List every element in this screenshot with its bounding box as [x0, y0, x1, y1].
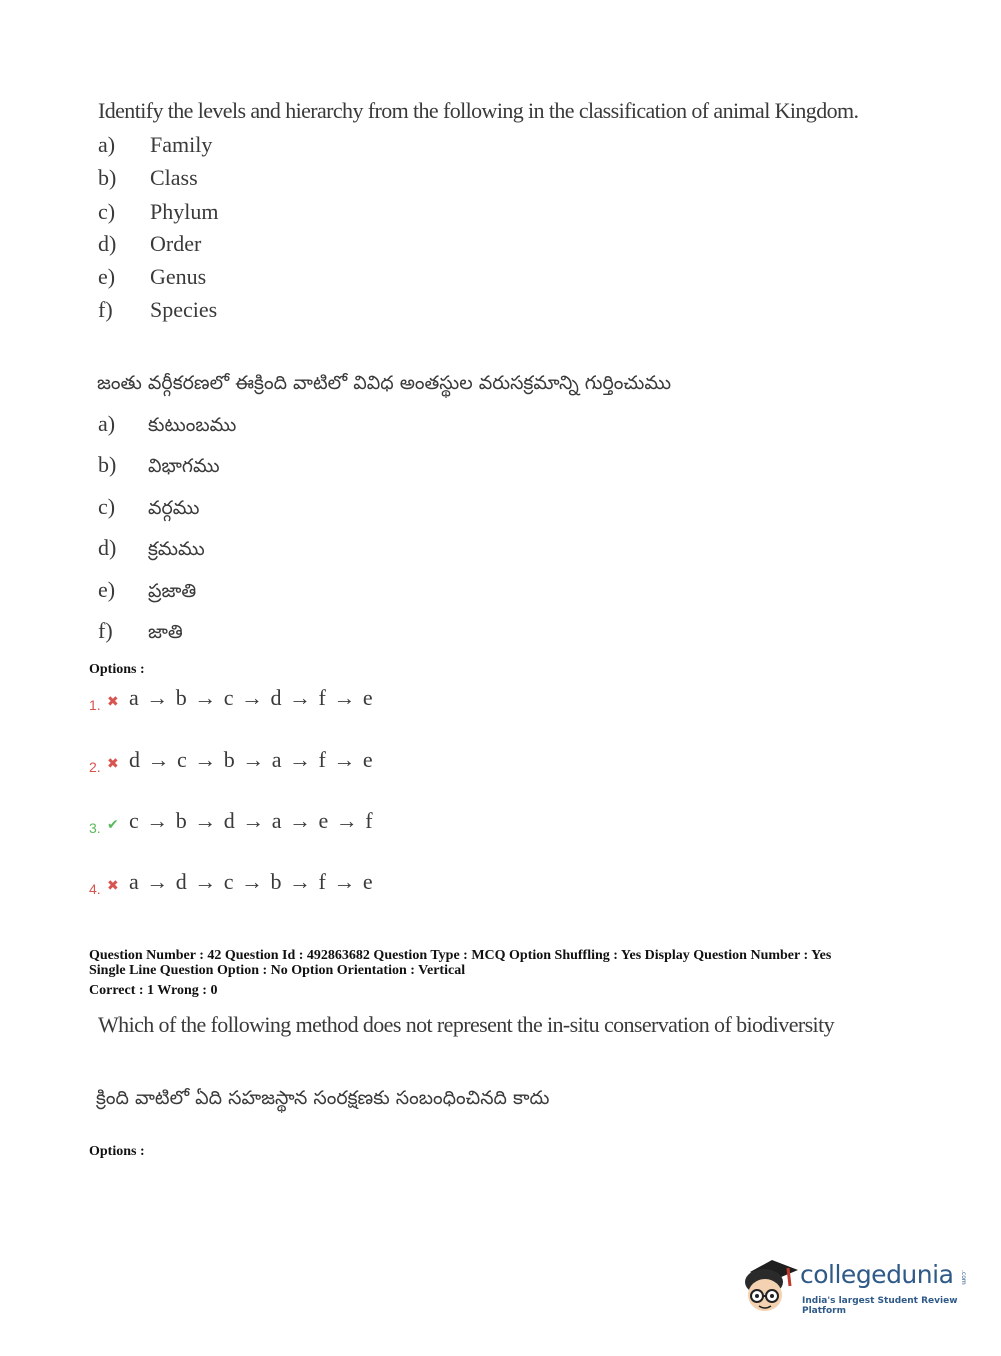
telugu-item: [98, 618, 183, 648]
english-item: [98, 132, 212, 158]
item-letter: f): [98, 297, 113, 322]
question-meta-line1: Question Number : 42 Question Id : 492863682 Question Type : MCQ Option Shuffling : Yes Display Question Number : Yes: [89, 948, 832, 963]
telugu-item: [98, 535, 205, 565]
mascot-icon: [742, 1250, 802, 1316]
question-text-english: Identify the levels and hierarchy from the following in the classification of animal Kingdom.: [98, 98, 859, 123]
answer-choice[interactable]: [89, 867, 374, 897]
question-meta-line2: Single Line Question Option : No Option Orientation : Vertical: [89, 963, 466, 978]
english-item: [98, 297, 217, 323]
item-text: కుటుంబము: [148, 414, 237, 436]
cross-icon: ✖: [107, 878, 119, 894]
item-letter: c): [98, 494, 116, 519]
answer-choice[interactable]: [89, 745, 374, 775]
item-letter: d): [98, 231, 117, 256]
choice-text: a → b → c → d → f → e: [129, 685, 374, 710]
choice-text: a → d → c → b → f → e: [129, 869, 374, 894]
item-text: Genus: [150, 264, 207, 289]
options-label-2: Options :: [89, 1144, 145, 1159]
cross-icon: ✖: [107, 756, 119, 772]
collegedunia-logo: [742, 1250, 972, 1320]
cross-icon: ✖: [107, 694, 119, 710]
question-text-telugu: జంతు వర్గీకరణలో ఈక్రింది వాటిలో వివిధ అంతస్థుల వరుసక్రమాన్ని గుర్తించుము: [97, 372, 672, 394]
telugu-item: [98, 411, 236, 441]
item-text: జాతి: [148, 621, 183, 643]
telugu-item: [98, 452, 220, 482]
english-item: [98, 199, 218, 225]
item-text: వర్గము: [148, 497, 200, 519]
item-letter: f): [98, 618, 113, 643]
item-letter: e): [98, 264, 116, 289]
item-text: Family: [150, 132, 213, 157]
question2-text-telugu: క్రింది వాటిలో ఏది సహజస్థాన సంరక్షణకు సంబంధించినది కాదు: [96, 1087, 550, 1109]
choice-text: c → b → d → a → e → f: [129, 808, 374, 833]
answer-choice[interactable]: [89, 683, 374, 713]
telugu-item: [98, 494, 199, 524]
telugu-item: [98, 577, 196, 607]
choice-number: 1.: [89, 697, 101, 713]
item-letter: e): [98, 577, 116, 602]
logo-wordmark: collegedunia: [800, 1260, 954, 1289]
item-text: Species: [150, 297, 218, 322]
logo-com: .com: [960, 1270, 967, 1285]
answer-choice[interactable]: [89, 806, 374, 836]
item-letter: b): [98, 165, 117, 190]
english-item: [98, 165, 198, 191]
item-letter: b): [98, 452, 117, 477]
item-text: ప్రజాతి: [148, 580, 197, 602]
english-item: [98, 264, 206, 290]
item-letter: a): [98, 132, 116, 157]
item-letter: c): [98, 199, 116, 224]
question-meta-score: Correct : 1 Wrong : 0: [89, 983, 218, 998]
check-icon: ✔: [107, 817, 119, 833]
choice-number: 4.: [89, 881, 101, 897]
choice-number: 3.: [89, 820, 101, 836]
item-text: Phylum: [150, 199, 219, 224]
logo-tagline: India's largest Student Review Platform: [802, 1296, 958, 1316]
options-label: Options :: [89, 662, 145, 677]
choice-number: 2.: [89, 759, 101, 775]
question2-text-english: Which of the following method does not represent the in-situ conservation of biodiversity: [98, 1012, 834, 1037]
item-letter: a): [98, 411, 116, 436]
english-item: [98, 231, 201, 257]
item-text: Class: [150, 165, 198, 190]
item-text: క్రమము: [148, 538, 205, 560]
item-text: Order: [150, 231, 202, 256]
choice-text: d → c → b → a → f → e: [129, 747, 374, 772]
item-letter: d): [98, 535, 117, 560]
item-text: విభాగము: [148, 455, 220, 477]
